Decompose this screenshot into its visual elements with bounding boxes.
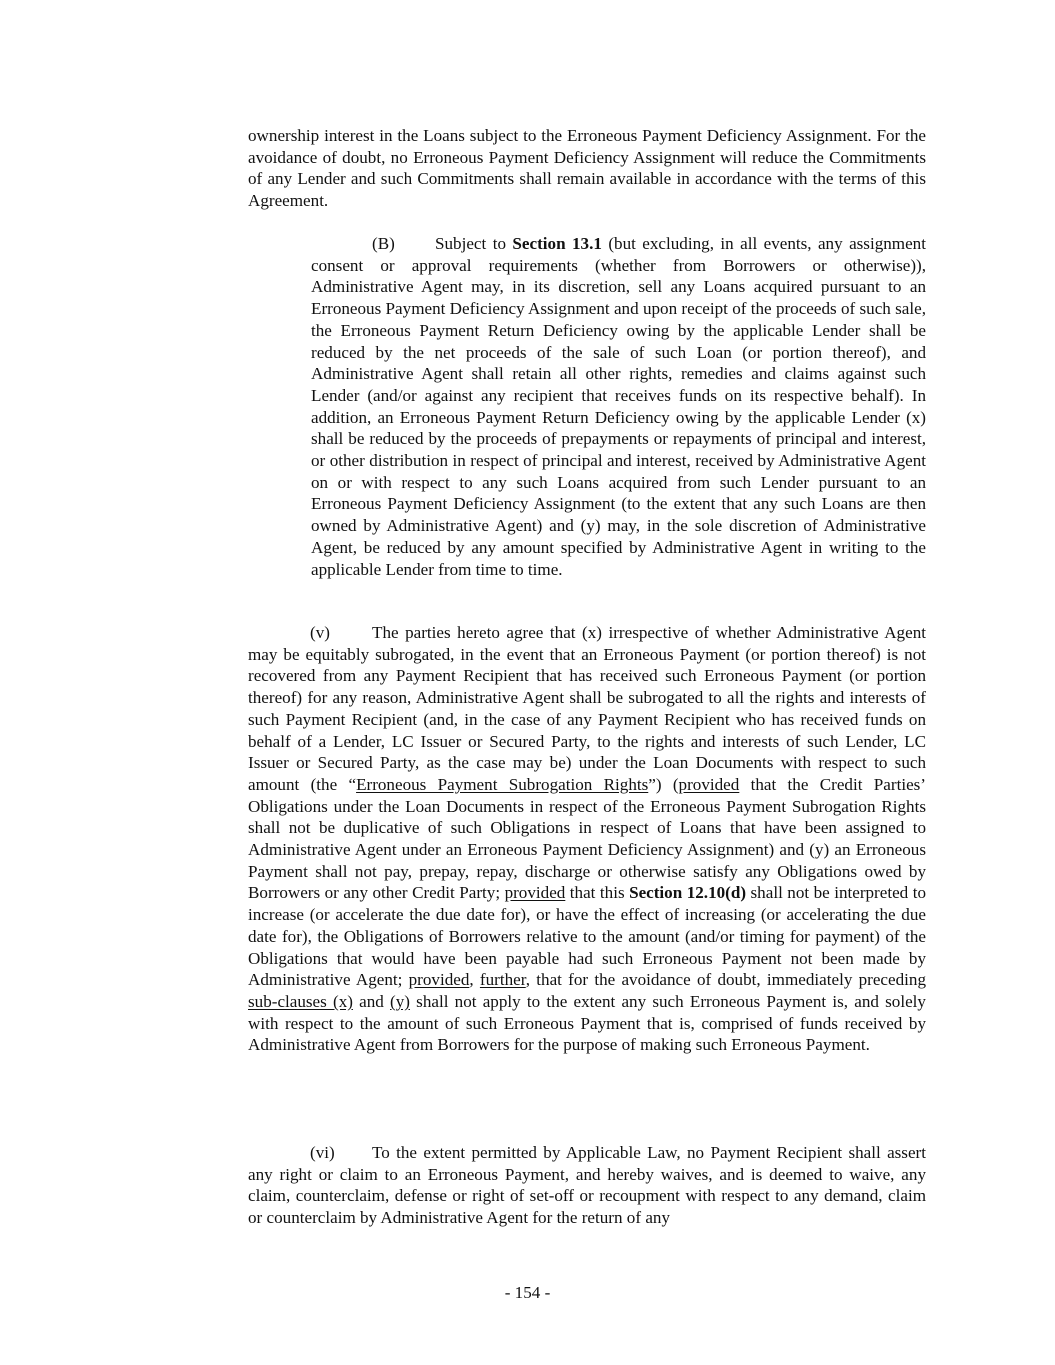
paragraph-text: The parties hereto agree that (x) irrespective of whether Administrative Agent may be equitably subrogated, in the event that an Erroneous Payment (or portion thereof) is not recovered from any Payment Recipient that has received such Erroneous Payment (or portion thereof) for any reason, Administrative Agent shall be subrogated to all the rights and interests of such Payment Recipient (and, in the case of any Payment Recipient who has received funds on behalf of a Lender, LC Issuer or Secured Party, to the rights and interests of such Lender, LC Issuer or Secured Party, as the case may be) under the Loan Documents with respect to such amount (the “ bbox=[248, 623, 926, 794]
paragraph-clause-v bbox=[248, 622, 926, 1056]
paragraph-continuation bbox=[248, 125, 926, 212]
paragraph-clause-vi bbox=[248, 1142, 926, 1229]
page-number: - 154 - bbox=[504, 1283, 551, 1302]
underlined-term: provided bbox=[408, 970, 470, 990]
paragraph-text: that the Credit Parties’ Obligations under the Loan Documents in respect of the Erroneous Payment Subrogation Rights shall not be duplicative of such Obligations in respect of Loans that have been assigned to Administrative Agent under an Erroneous Payment Deficiency Assignment) and (y) an Erroneous Payment shall not pay, prepay, repay, discharge or otherwise satisfy any Obligations owed by Borrowers or any other Credit Party; bbox=[248, 774, 926, 903]
paragraph-text: (but excluding, in all events, any assignment consent or approval requirements (whether from Borrowers or otherwise)), Administrative Agent may, in its discretion, sell any Loans acquired pursuant to an Erroneous Payment Deficiency Assignment and upon receipt of the proceeds of such sale, the Erroneous Payment Return Deficiency owing by the applicable Lender shall be reduced by the net proceeds of the sale of such Loan (or portion thereof), and Administrative Agent shall retain all other rights, remedies and claims against such Lender (and/or against any recipient that receives funds on its respective behalf). In addition, an Erroneous Payment Return Deficiency owing by the applicable Lender (x) shall be reduced by the proceeds of prepayments or repayments of principal and interest, or other distribution in respect of principal and interest, received by Administrative Agent on or with respect to any such Loans acquired from such Lender pursuant to an Erroneous Payment Deficiency Assignment (to the extent that any such Loans are then owned by Administrative Agent) and (y) may, in the sole discretion of Administrative Agent, be reduced by any amount specified by Administrative Agent in writing to the applicable Lender from time to time. bbox=[311, 234, 926, 579]
clause-label: (B) bbox=[372, 234, 395, 253]
section-reference: Section 12.10(d) bbox=[629, 883, 747, 903]
underlined-term: provided bbox=[504, 883, 566, 903]
paragraph-text: shall not be interpreted to increase (or accelerate the due date for), or have the effect of increasing (or accelerating the due date for), the Obligations of Borrowers relative to the amount (and/or timing for payment) of the Obligations that would have been payable had such Erroneous Payment not been made by Administrative Agent; bbox=[248, 883, 926, 990]
paragraph-text: that this bbox=[565, 883, 630, 903]
clause-label: (v) bbox=[310, 623, 330, 642]
paragraph-text: and bbox=[352, 991, 391, 1011]
paragraph-text: To the extent permitted by Applicable Law, no Payment Recipient shall assert any right or claim to an Erroneous Payment, and hereby waives, and is deemed to waive, any claim, counterclaim, defense or right of set-off or recoupment with respect to any demand, claim or counterclaim by Administrative Agent for the return of any bbox=[248, 1143, 926, 1228]
paragraph-text: ownership interest in the Loans subject to the Erroneous Payment Deficiency Assignment. For the avoidance of doubt, no Erroneous Payment Deficiency Assignment will reduce the Commitments of any Lender and such Commitments shall remain available in accordance with the terms of this Agreement. bbox=[248, 126, 926, 211]
defined-term: Erroneous Payment Subrogation Rights bbox=[356, 774, 649, 794]
clause-label: (vi) bbox=[310, 1143, 335, 1162]
paragraph-clause-b bbox=[311, 233, 926, 580]
underlined-term: further bbox=[479, 970, 526, 990]
underlined-term: sub-clauses (x) bbox=[248, 991, 353, 1011]
section-reference: Section 13.1 bbox=[512, 234, 602, 253]
paragraph-text: shall not apply to the extent any such Erroneous Payment is, and solely with respect to the amount of such Erroneous Payment that is, comprised of funds received by Administrative Agent from Borrowers for the purpose of making such Erroneous Payment. bbox=[248, 991, 926, 1055]
paragraph-text: , that for the avoidance of doubt, immediately preceding bbox=[525, 970, 926, 990]
paragraph-text: , bbox=[469, 970, 480, 990]
underlined-term: (y) bbox=[390, 991, 410, 1011]
underlined-term: provided bbox=[678, 774, 740, 794]
paragraph-text: ”) ( bbox=[648, 774, 679, 794]
paragraph-text: Subject to bbox=[435, 234, 513, 253]
